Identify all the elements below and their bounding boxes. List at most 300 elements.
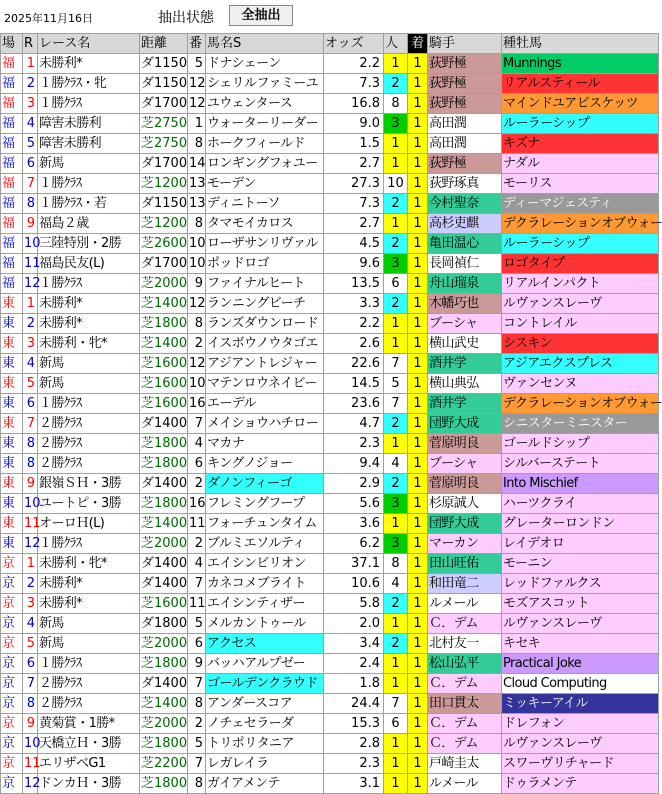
sire-cell: デクラレーションオブウォー [502, 394, 659, 414]
finish-cell: 1 [408, 614, 428, 634]
odds-cell: 13.5 [324, 274, 384, 294]
race-num-cell: 10 [23, 234, 38, 254]
popularity-cell: 1 [384, 514, 408, 534]
race-name-cell: ２勝ｸﾗｽ [38, 674, 140, 694]
popularity-cell: 2 [384, 234, 408, 254]
finish-cell: 1 [408, 574, 428, 594]
venue-cell: 京 [1, 734, 23, 754]
jockey-cell: 高田潤 [428, 134, 502, 154]
finish-cell: 1 [408, 94, 428, 114]
col-horse-header[interactable]: 馬名S [206, 34, 324, 54]
horse-name-cell: カネコメブライト [206, 574, 324, 594]
sire-cell: リアルスティール [502, 74, 659, 94]
race-name-cell: １勝ｸﾗｽ・牝 [38, 74, 140, 94]
popularity-cell: 2 [384, 474, 408, 494]
odds-cell: 1.8 [324, 674, 384, 694]
finish-cell: 1 [408, 674, 428, 694]
jockey-cell: Ｃ．デム [428, 614, 502, 634]
jockey-cell: Ｃ．デム [428, 714, 502, 734]
horse-num-cell: 9 [188, 654, 206, 674]
table-row[interactable] [1, 674, 659, 694]
horse-num-cell: 2 [188, 474, 206, 494]
odds-cell: 2.9 [324, 474, 384, 494]
popularity-cell: 2 [384, 414, 408, 434]
date-label: 2025年11月16日 [4, 12, 93, 25]
race-num-cell: 6 [23, 154, 38, 174]
horse-name-cell: エーデル [206, 394, 324, 414]
col-odds-header[interactable]: オッズ [324, 34, 384, 54]
venue-cell: 東 [1, 294, 23, 314]
col-num-header[interactable]: 番 [188, 34, 206, 54]
horse-name-cell: ユウェンタース [206, 94, 324, 114]
table-row[interactable] [1, 714, 659, 734]
distance-cell: 芝2000 [140, 534, 188, 554]
sire-cell: シニスターミニスター [502, 414, 659, 434]
race-num-cell: 3 [23, 334, 38, 354]
jockey-cell: 酒井学 [428, 354, 502, 374]
table-row[interactable] [1, 614, 659, 634]
odds-cell: 7.3 [324, 74, 384, 94]
race-name-cell: １勝ｸﾗｽ・若 [38, 194, 140, 214]
sire-cell: ハーツクライ [502, 494, 659, 514]
popularity-cell: 3 [384, 494, 408, 514]
race-num-cell: 9 [23, 474, 38, 494]
race-name-cell: 新馬 [38, 354, 140, 374]
table-row[interactable] [1, 274, 659, 294]
race-num-cell: 7 [23, 674, 38, 694]
race-num-cell: 9 [23, 714, 38, 734]
sire-cell: ルーラーシップ [502, 114, 659, 134]
venue-cell: 東 [1, 434, 23, 454]
distance-cell: 芝1400 [140, 694, 188, 714]
venue-cell: 東 [1, 374, 23, 394]
table-row[interactable] [1, 474, 659, 494]
odds-cell: 2.3 [324, 754, 384, 774]
table-row[interactable] [1, 574, 659, 594]
odds-cell: 2.7 [324, 154, 384, 174]
table-row[interactable] [1, 294, 659, 314]
odds-cell: 4.7 [324, 414, 384, 434]
sire-cell: キズナ [502, 134, 659, 154]
jockey-cell: 杉原誠人 [428, 494, 502, 514]
race-name-cell: １勝ｸﾗｽ [38, 394, 140, 414]
results-table [0, 33, 662, 794]
col-dist-header[interactable]: 距離 [140, 34, 188, 54]
jockey-cell: 酒井学 [428, 394, 502, 414]
finish-cell: 1 [408, 234, 428, 254]
venue-cell: 福 [1, 114, 23, 134]
jockey-cell: 高田潤 [428, 114, 502, 134]
finish-cell: 1 [408, 734, 428, 754]
race-num-cell: 11 [23, 514, 38, 534]
jockey-cell: 田山旺佑 [428, 554, 502, 574]
horse-name-cell: アクセス [206, 634, 324, 654]
horse-name-cell: アンダースコア [206, 694, 324, 714]
jockey-cell: 団野大成 [428, 514, 502, 534]
jockey-cell: Ｃ．デム [428, 734, 502, 754]
race-name-cell: ドンカＨ・3勝 [38, 774, 140, 794]
table-row[interactable] [1, 394, 659, 414]
race-num-cell: 6 [23, 654, 38, 674]
distance-cell: 芝1400 [140, 334, 188, 354]
table-row[interactable] [1, 554, 659, 574]
race-name-cell: ２勝ｸﾗｽ [38, 434, 140, 454]
horse-num-cell: 7 [188, 754, 206, 774]
finish-cell: 1 [408, 134, 428, 154]
table-row[interactable] [1, 114, 659, 134]
race-name-cell: １勝ｸﾗｽ [38, 274, 140, 294]
table-row[interactable] [1, 334, 659, 354]
sire-cell: レッドファルクス [502, 574, 659, 594]
distance-cell: 芝1600 [140, 394, 188, 414]
horse-name-cell: キングノジョー [206, 454, 324, 474]
popularity-cell: 1 [384, 674, 408, 694]
distance-cell: 芝1200 [140, 174, 188, 194]
table-row[interactable] [1, 174, 659, 194]
race-num-cell: 2 [23, 74, 38, 94]
sire-cell: ナダル [502, 154, 659, 174]
race-num-cell: 1 [23, 54, 38, 74]
table-row[interactable] [1, 374, 659, 394]
sire-cell: Cloud Computing [502, 674, 659, 694]
distance-cell: ダ1150 [140, 74, 188, 94]
distance-cell: ダ1150 [140, 194, 188, 214]
race-num-cell: 10 [23, 494, 38, 514]
sire-cell: ロゴタイプ [502, 254, 659, 274]
col-fin-header[interactable]: 着 [408, 34, 428, 54]
finish-cell: 1 [408, 354, 428, 374]
jockey-cell: 戸崎圭太 [428, 754, 502, 774]
finish-cell: 1 [408, 654, 428, 674]
table-row[interactable] [1, 134, 659, 154]
popularity-cell: 4 [384, 454, 408, 474]
horse-num-cell: 12 [188, 94, 206, 114]
race-name-cell: 障害未勝利 [38, 134, 140, 154]
venue-cell: 東 [1, 534, 23, 554]
race-num-cell: 11 [23, 254, 38, 274]
jockey-cell: 荻野極 [428, 74, 502, 94]
venue-cell: 福 [1, 274, 23, 294]
filter-state-label: 抽出状態 [158, 10, 214, 26]
race-num-cell: 2 [23, 574, 38, 594]
popularity-cell: 1 [384, 614, 408, 634]
venue-cell: 京 [1, 654, 23, 674]
sire-cell: モズアスコット [502, 594, 659, 614]
odds-cell: 23.6 [324, 394, 384, 414]
sire-cell: シルバーステート [502, 454, 659, 474]
finish-cell: 1 [408, 414, 428, 434]
race-num-cell: 2 [23, 314, 38, 334]
jockey-cell: マーカン [428, 534, 502, 554]
race-name-cell: １勝ｸﾗｽ [38, 94, 140, 114]
distance-cell: 芝1400 [140, 294, 188, 314]
distance-cell: 芝1600 [140, 374, 188, 394]
sire-cell: ドゥラメンテ [502, 774, 659, 794]
odds-cell: 24.4 [324, 694, 384, 714]
finish-cell: 1 [408, 454, 428, 474]
odds-cell: 7.3 [324, 194, 384, 214]
jockey-cell: 木幡巧也 [428, 294, 502, 314]
sire-cell: ルヴァンスレーヴ [502, 614, 659, 634]
distance-cell: ダ1150 [140, 54, 188, 74]
horse-num-cell: 7 [188, 574, 206, 594]
horse-name-cell: フォーチュンタイム [206, 514, 324, 534]
venue-cell: 福 [1, 254, 23, 274]
distance-cell: 芝1800 [140, 314, 188, 334]
venue-cell: 福 [1, 174, 23, 194]
popularity-cell: 7 [384, 394, 408, 414]
race-name-cell: １勝ｸﾗｽ [38, 534, 140, 554]
table-row[interactable] [1, 514, 659, 534]
distance-cell: 芝2000 [140, 634, 188, 654]
venue-cell: 東 [1, 394, 23, 414]
finish-cell: 1 [408, 74, 428, 94]
popularity-cell: 5 [384, 374, 408, 394]
table-row[interactable] [1, 254, 659, 274]
odds-cell: 9.6 [324, 254, 384, 274]
odds-cell: 2.0 [324, 614, 384, 634]
table-row[interactable] [1, 54, 659, 74]
sire-cell: レイデオロ [502, 534, 659, 554]
table-row[interactable] [1, 534, 659, 554]
jockey-cell: ルメール [428, 594, 502, 614]
horse-name-cell: トリポリタニア [206, 734, 324, 754]
popularity-cell: 1 [384, 214, 408, 234]
table-row[interactable] [1, 434, 659, 454]
venue-cell: 京 [1, 774, 23, 794]
popularity-cell: 3 [384, 534, 408, 554]
odds-cell: 16.8 [324, 94, 384, 114]
race-name-cell: 未勝利* [38, 594, 140, 614]
col-venue-header[interactable]: 場 [1, 34, 23, 54]
table-row[interactable] [1, 634, 659, 654]
jockey-cell: Ｃ．デム [428, 674, 502, 694]
odds-cell: 10.6 [324, 574, 384, 594]
venue-cell: 東 [1, 454, 23, 474]
race-num-cell: 6 [23, 394, 38, 414]
jockey-cell: 舟山瑠泉 [428, 274, 502, 294]
horse-name-cell: ディニトーソ [206, 194, 324, 214]
horse-num-cell: 16 [188, 394, 206, 414]
race-name-cell: ２勝ｸﾗｽ [38, 414, 140, 434]
horse-name-cell: メルカントゥール [206, 614, 324, 634]
odds-cell: 9.4 [324, 454, 384, 474]
popularity-cell: 1 [384, 334, 408, 354]
odds-cell: 9.0 [324, 114, 384, 134]
horse-num-cell: 11 [188, 594, 206, 614]
horse-num-cell: 12 [188, 354, 206, 374]
popularity-cell: 2 [384, 594, 408, 614]
race-num-cell: 8 [23, 694, 38, 714]
horse-name-cell: ガイアメンテ [206, 774, 324, 794]
finish-cell: 1 [408, 314, 428, 334]
horse-name-cell: メイショウハチロー [206, 414, 324, 434]
horse-num-cell: 8 [188, 134, 206, 154]
odds-cell: 3.3 [324, 294, 384, 314]
finish-cell: 1 [408, 634, 428, 654]
venue-cell: 東 [1, 414, 23, 434]
table-row[interactable] [1, 74, 659, 94]
sire-cell: ミッキーアイル [502, 694, 659, 714]
venue-cell: 東 [1, 314, 23, 334]
sire-cell: ルヴァンスレーヴ [502, 734, 659, 754]
table-row[interactable] [1, 214, 659, 234]
col-sire-header[interactable]: 種牡馬 [502, 34, 659, 54]
distance-cell: ダ1400 [140, 674, 188, 694]
table-row[interactable] [1, 194, 659, 214]
race-name-cell: 天橋立Ｈ・3勝 [38, 734, 140, 754]
table-row[interactable] [1, 314, 659, 334]
horse-name-cell: エイシンビリオン [206, 554, 324, 574]
race-name-cell: 未勝利* [38, 314, 140, 334]
horse-num-cell: 10 [188, 234, 206, 254]
table-row[interactable] [1, 454, 659, 474]
venue-cell: 福 [1, 134, 23, 154]
horse-name-cell: レガレイラ [206, 754, 324, 774]
sire-cell: グレーターロンドン [502, 514, 659, 534]
horse-num-cell: 4 [188, 554, 206, 574]
table-row[interactable] [1, 734, 659, 754]
table-row[interactable] [1, 594, 659, 614]
jockey-cell: ブーシャ [428, 454, 502, 474]
sire-cell: ルヴァンスレーヴ [502, 294, 659, 314]
col-r-header[interactable]: R [23, 34, 38, 54]
odds-cell: 22.6 [324, 354, 384, 374]
race-name-cell: ２勝ｸﾗｽ [38, 454, 140, 474]
horse-name-cell: ブルミエソルティ [206, 534, 324, 554]
finish-cell: 1 [408, 114, 428, 134]
horse-num-cell: 1 [188, 114, 206, 134]
table-row[interactable] [1, 494, 659, 514]
table-row[interactable] [1, 694, 659, 714]
finish-cell: 1 [408, 514, 428, 534]
finish-cell: 1 [408, 754, 428, 774]
popularity-cell: 1 [384, 754, 408, 774]
sire-cell: Munnings [502, 54, 659, 74]
popularity-cell: 8 [384, 554, 408, 574]
popularity-cell: 7 [384, 354, 408, 374]
table-row[interactable] [1, 754, 659, 774]
popularity-cell: 1 [384, 314, 408, 334]
venue-cell: 東 [1, 474, 23, 494]
finish-cell: 1 [408, 174, 428, 194]
jockey-cell: 田口貫太 [428, 694, 502, 714]
horse-num-cell: 4 [188, 434, 206, 454]
race-name-cell: 未勝利・牝* [38, 554, 140, 574]
venue-cell: 京 [1, 674, 23, 694]
finish-cell: 1 [408, 54, 428, 74]
popularity-cell: 2 [384, 294, 408, 314]
race-name-cell: 新馬 [38, 614, 140, 634]
col-jockey-header[interactable]: 騎手 [428, 34, 502, 54]
horse-name-cell: ノチェセラーダ [206, 714, 324, 734]
popularity-cell: 8 [384, 94, 408, 114]
race-num-cell: 7 [23, 174, 38, 194]
finish-cell: 1 [408, 374, 428, 394]
distance-cell: 芝1400 [140, 514, 188, 534]
horse-num-cell: 2 [188, 534, 206, 554]
table-row[interactable] [1, 94, 659, 114]
race-name-cell: 新馬 [38, 634, 140, 654]
race-name-cell: 未勝利* [38, 294, 140, 314]
horse-num-cell: 6 [188, 454, 206, 474]
horse-num-cell: 7 [188, 414, 206, 434]
horse-num-cell: 12 [188, 74, 206, 94]
horse-name-cell: ファイナルヒート [206, 274, 324, 294]
table-row[interactable] [1, 774, 659, 794]
jockey-cell: ブーシャ [428, 314, 502, 334]
sire-cell: ルーラーシップ [502, 234, 659, 254]
horse-num-cell: 5 [188, 734, 206, 754]
jockey-cell: 荻野琢真 [428, 174, 502, 194]
distance-cell: 芝2750 [140, 134, 188, 154]
venue-cell: 京 [1, 694, 23, 714]
horse-name-cell: ゴールデンクラウド [206, 674, 324, 694]
distance-cell: 芝2200 [140, 754, 188, 774]
jockey-cell: 北村友一 [428, 634, 502, 654]
col-pop-header[interactable]: 人 [384, 34, 408, 54]
distance-cell: ダ1700 [140, 154, 188, 174]
race-num-cell: 5 [23, 634, 38, 654]
table-row[interactable] [1, 414, 659, 434]
horse-name-cell: ウォーターリーダー [206, 114, 324, 134]
horse-num-cell: 13 [188, 174, 206, 194]
odds-cell: 14.5 [324, 374, 384, 394]
distance-cell: 芝2600 [140, 234, 188, 254]
distance-cell: 芝1200 [140, 214, 188, 234]
table-row[interactable] [1, 354, 659, 374]
popularity-cell: 1 [384, 654, 408, 674]
horse-name-cell: ランズダウンロード [206, 314, 324, 334]
horse-name-cell: ロンギングフォユー [206, 154, 324, 174]
horse-num-cell: 2 [188, 334, 206, 354]
jockey-cell: 和田竜二 [428, 574, 502, 594]
finish-cell: 1 [408, 154, 428, 174]
show-all-button[interactable]: 全抽出 [229, 5, 293, 26]
distance-cell: 芝1800 [140, 494, 188, 514]
popularity-cell: 1 [384, 134, 408, 154]
race-num-cell: 9 [23, 214, 38, 234]
table-row[interactable] [1, 654, 659, 674]
horse-name-cell: ドナシェーン [206, 54, 324, 74]
table-row[interactable] [1, 154, 659, 174]
odds-cell: 1.5 [324, 134, 384, 154]
jockey-cell: 亀田温心 [428, 234, 502, 254]
table-body [1, 54, 662, 794]
finish-cell: 1 [408, 254, 428, 274]
venue-cell: 福 [1, 194, 23, 214]
horse-name-cell: アジアントレジャー [206, 354, 324, 374]
jockey-cell: 荻野極 [428, 94, 502, 114]
race-name-cell: 新馬 [38, 154, 140, 174]
popularity-cell: 10 [384, 174, 408, 194]
venue-cell: 京 [1, 554, 23, 574]
race-name-cell: １勝ｸﾗｽ [38, 174, 140, 194]
race-name-cell: ２勝ｸﾗｽ [38, 694, 140, 714]
col-race-header[interactable]: レース名 [38, 34, 140, 54]
horse-num-cell: 8 [188, 314, 206, 334]
table-row[interactable] [1, 234, 659, 254]
race-num-cell: 7 [23, 414, 38, 434]
horse-num-cell: 10 [188, 254, 206, 274]
venue-cell: 京 [1, 614, 23, 634]
distance-cell: 芝1800 [140, 654, 188, 674]
race-num-cell: 10 [23, 734, 38, 754]
odds-cell: 15.3 [324, 714, 384, 734]
race-name-cell: 障害未勝利 [38, 114, 140, 134]
horse-num-cell: 11 [188, 514, 206, 534]
horse-name-cell: マカナ [206, 434, 324, 454]
